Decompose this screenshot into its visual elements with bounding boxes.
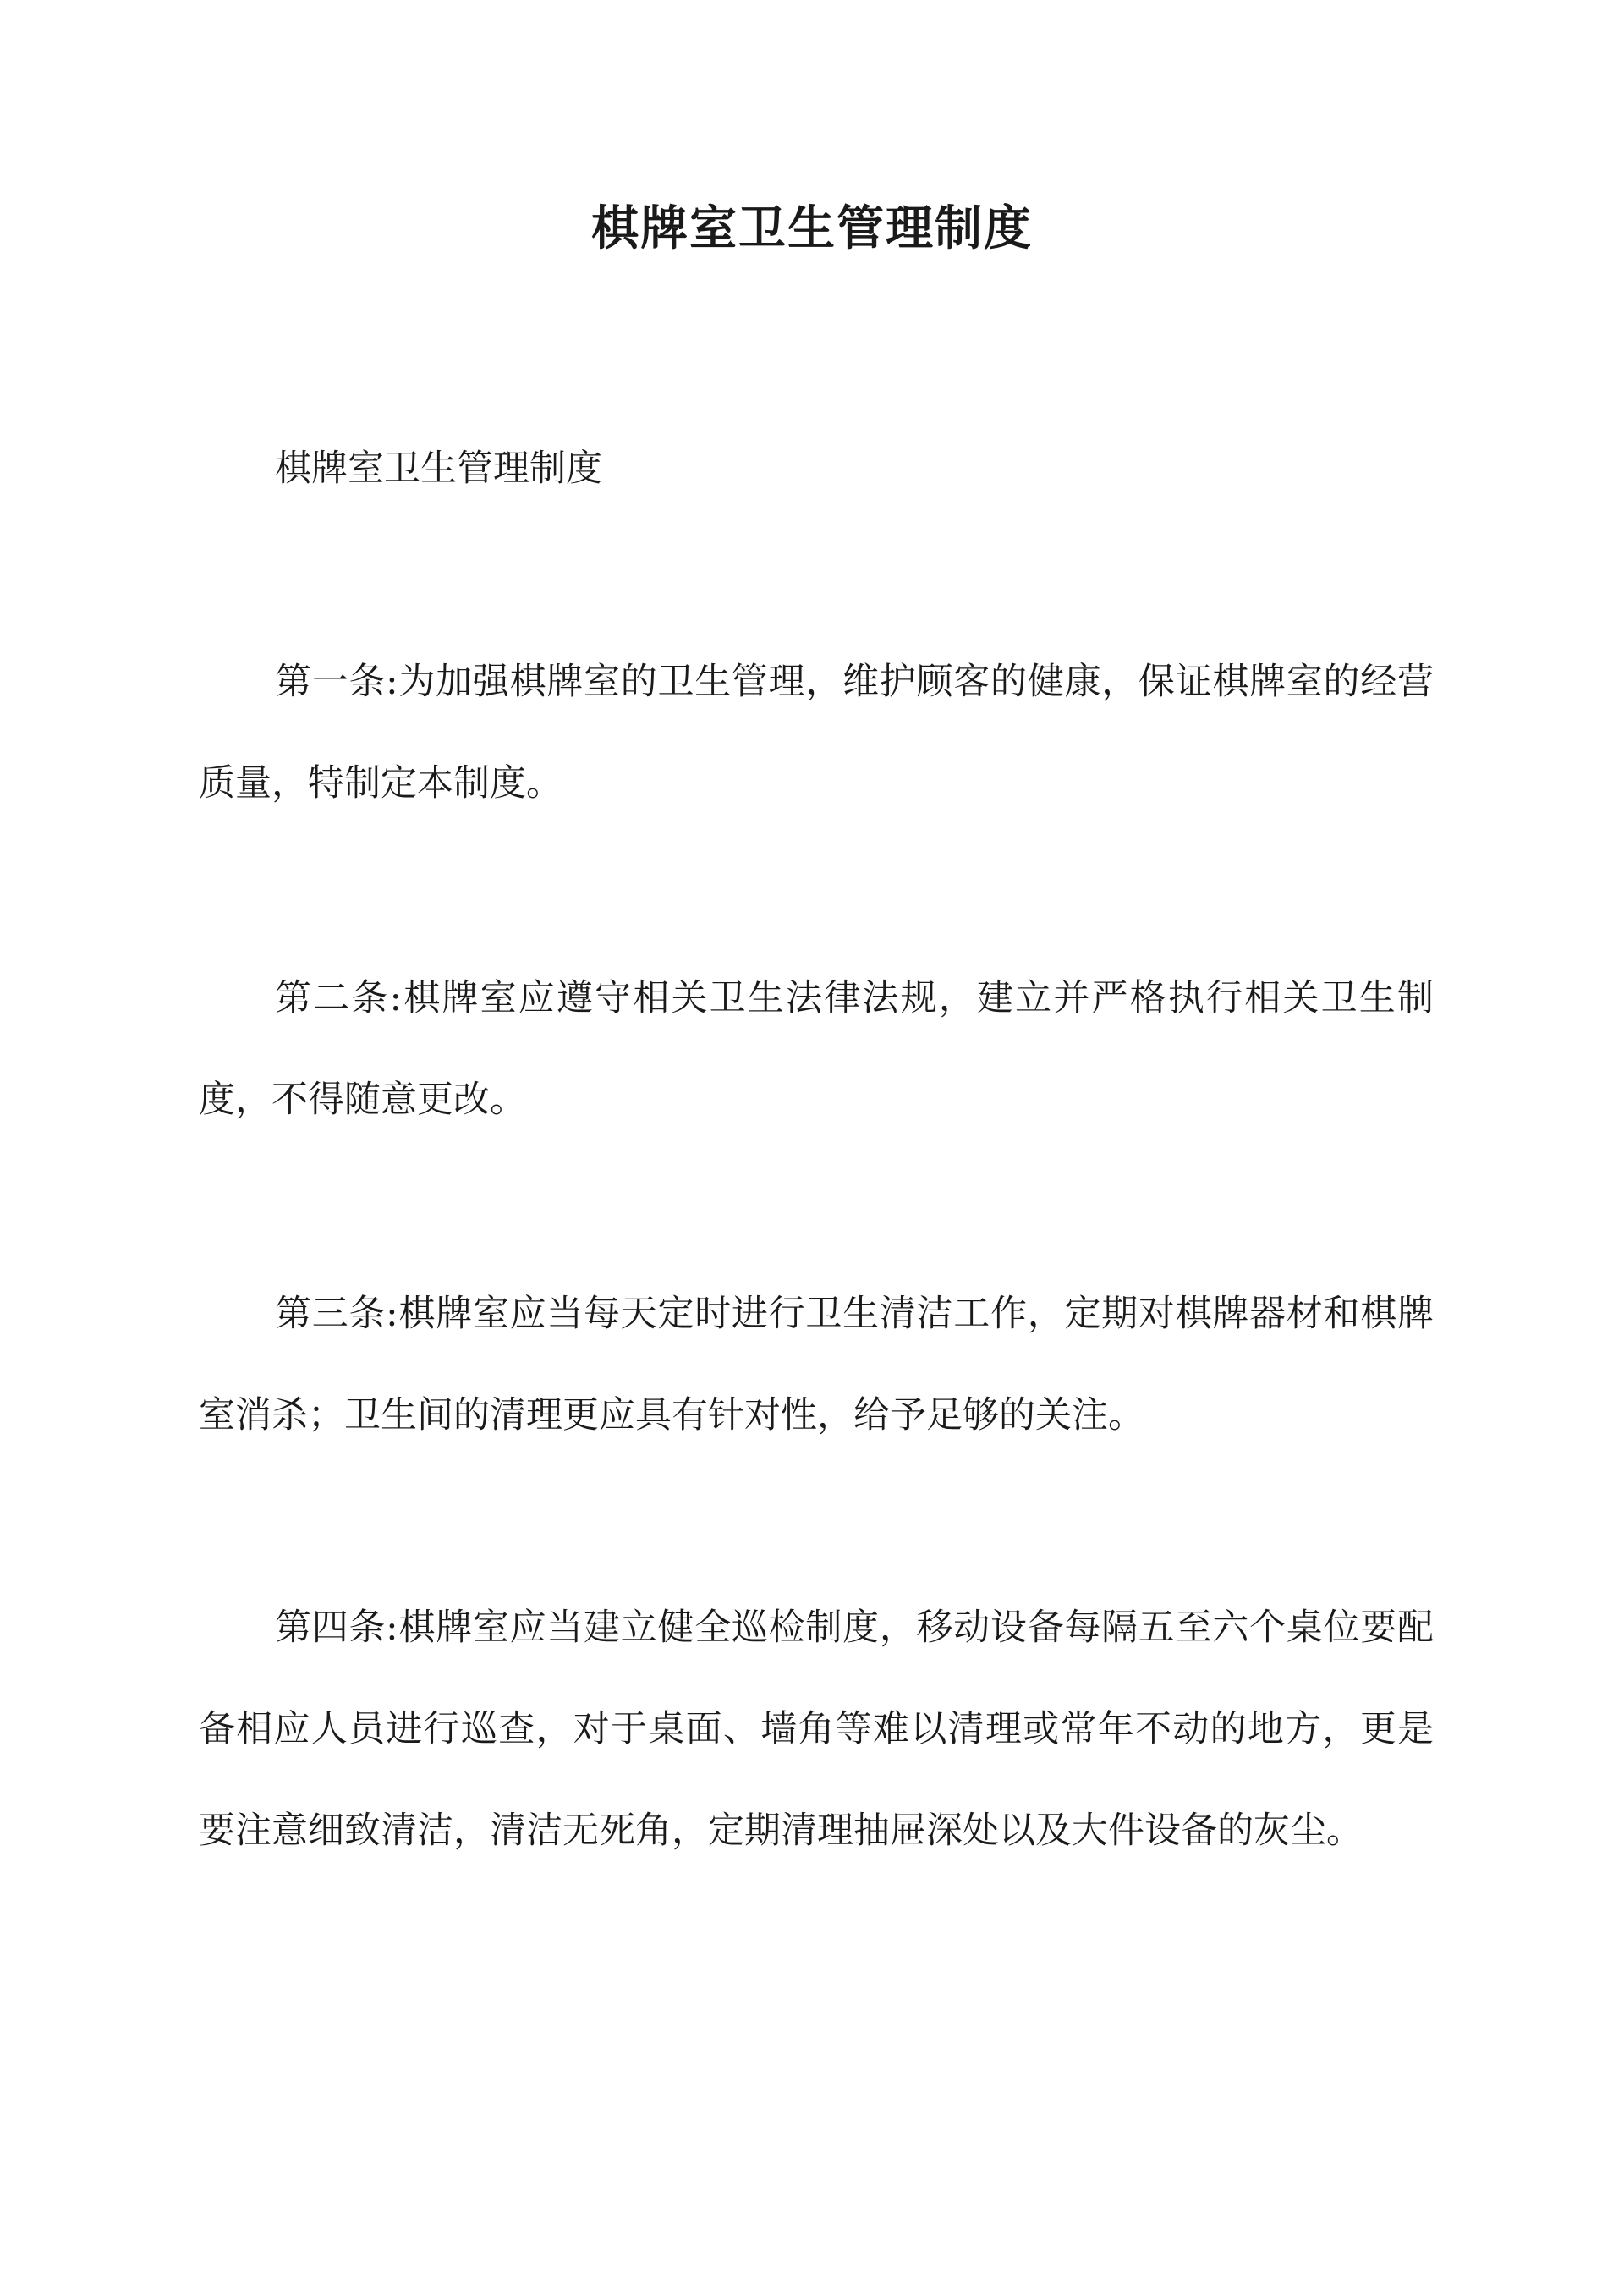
article-1: 第一条:为加强棋牌室的卫生管理，维护顾客的健康，保证棋牌室的经营质量，特制定本制度。 — [199, 661, 1434, 805]
document-title: 棋牌室卫生管理制度 — [591, 200, 1033, 256]
article-2: 第二条:棋牌室应遵守相关卫生法律法规，建立并严格执行相关卫生制度，不得随意更改。 — [199, 977, 1434, 1121]
article-4: 第四条:棋牌室应当建立健全巡检制度，移动设备每隔五至六个桌位要配备相应人员进行巡查，对于桌面、墙角等难以清理或常年不动的地方，更是要注意细致清洁，清洁无死角，定期清理抽屉深处以及大件设备的灰尘。 — [199, 1607, 1434, 1852]
document-subtitle: 棋牌室卫生管理制度 — [275, 448, 602, 490]
article-3: 第三条:棋牌室应当每天定时进行卫生清洁工作，定期对棋牌器材和棋牌室消杀；卫生间的清理更应具有针对性，给予足够的关注。 — [199, 1293, 1434, 1436]
